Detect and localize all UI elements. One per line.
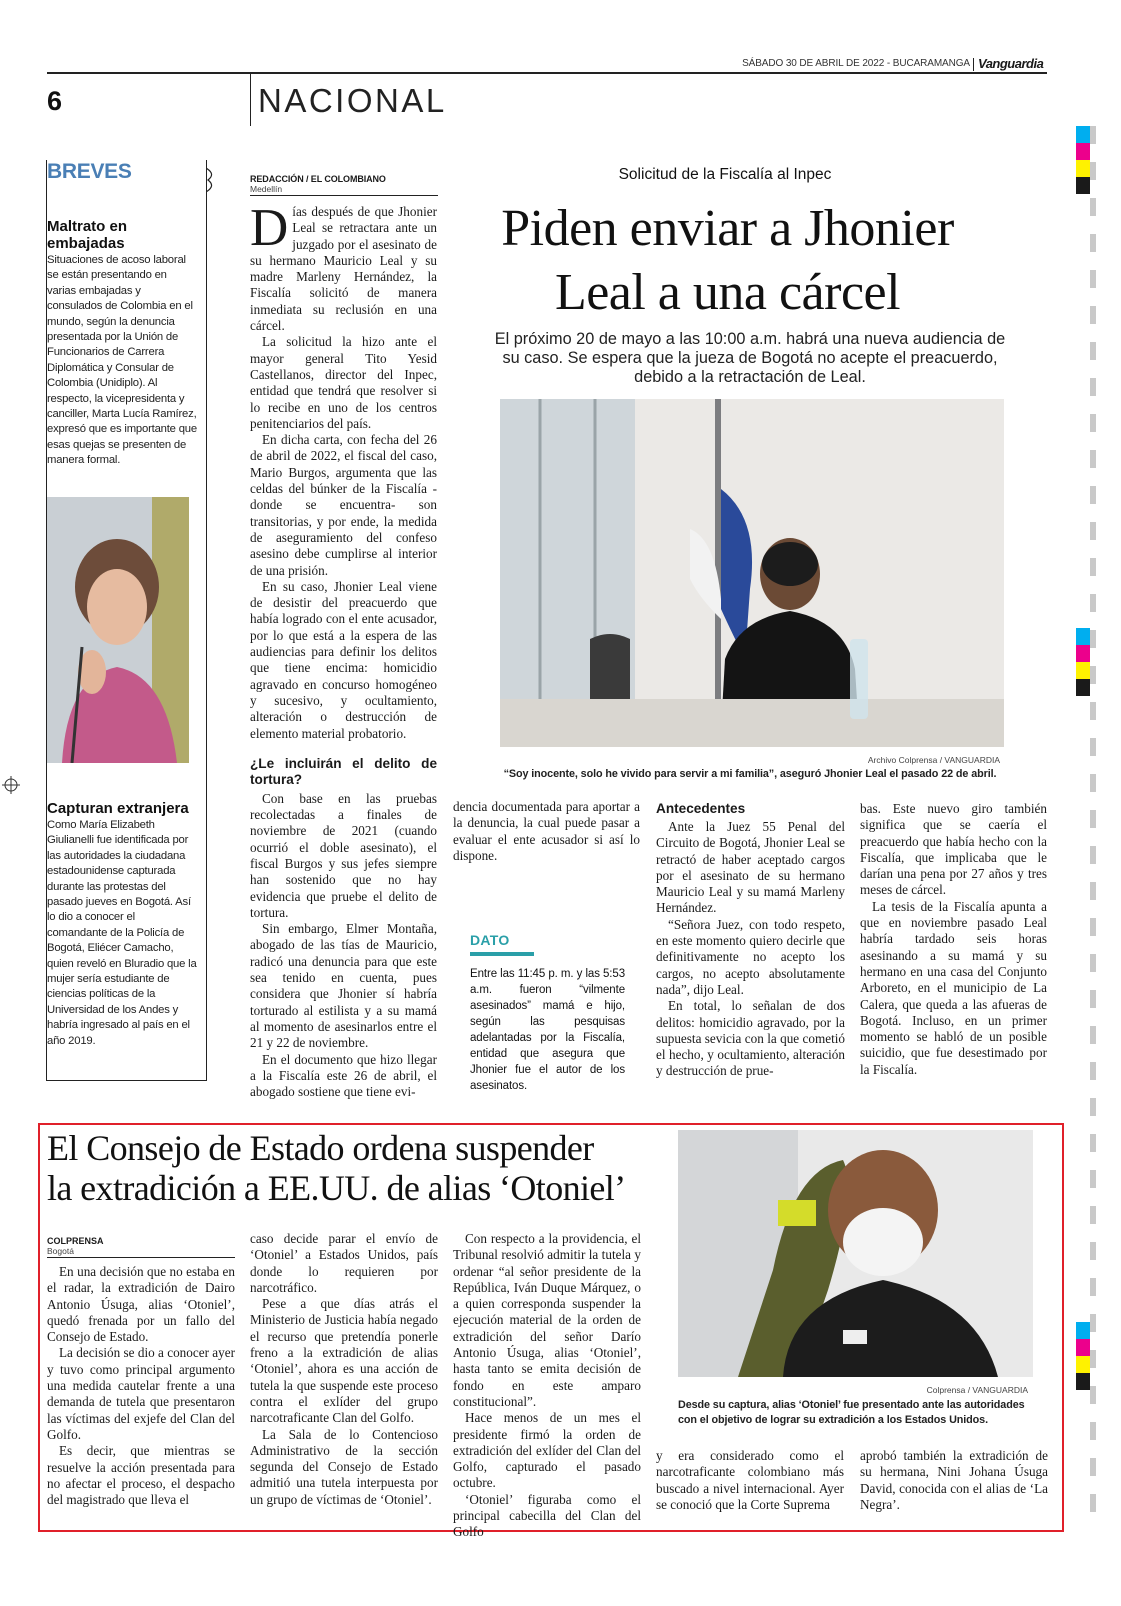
- color-registration-bar: [1076, 1322, 1090, 1390]
- section-title: NACIONAL: [258, 82, 447, 119]
- brief-text: Como María Elizabeth Giulianelli fue identificada por las autoridades la ciudadana estadounidense capturada durante las protestas del pasado jueves en Bogotá. Así lo dio a conocer el comandante de la Policía de Bogotá, Eliécer Camacho, quien reveló en Bluradio que la mujer sería estudiante de ciencias políticas de la Universidad de los Andes y habría ingresado al país en el año 2019.: [47, 819, 197, 1047]
- paragraph: La decisión se dio a conocer ayer y tuvo como principal argumento una medida cautelar frente a una demanda de tutela que presentaron las víctimas del exjefe del Clan del Golfo.: [47, 1345, 235, 1442]
- dropcap: D: [250, 199, 289, 257]
- story-column: [656, 801, 845, 1080]
- brief-title: Capturan extranjera: [47, 800, 189, 817]
- byline: REDACCIÓN / EL COLOMBIANO: [250, 174, 386, 184]
- brief-title: Maltrato en embajadas: [47, 218, 128, 252]
- otoniel-photo: [678, 1130, 1033, 1377]
- chevron-right-icon: [206, 168, 220, 192]
- paragraph: “Señora Juez, con todo respeto, en este momento quiero decirle que definitivamente no acepto los cargos, no acepto absolutamente nada”, dijo Leal.: [656, 916, 845, 997]
- story-column: [860, 801, 1047, 1078]
- crosshair-icon: [2, 776, 20, 794]
- byline-rule: [250, 195, 438, 196]
- story-headline: [47, 1128, 667, 1208]
- kicker: Solicitud de la Fiscalía al Inpec: [618, 166, 832, 183]
- subhead: ¿Le incluirán el delito de tortura?: [250, 755, 437, 787]
- deck: El próximo 20 de mayo a las 10:00 a.m. habrá una nueva audiencia de su caso. Se espera que la jueza de Bogotá no acepte el preacuerdo, debido a la retractación de Leal.: [494, 330, 1006, 386]
- header-rule: [47, 72, 1047, 74]
- brief-photo-woman: [47, 497, 189, 763]
- subhead: Antecedentes: [656, 801, 746, 816]
- byline-location: Bogotá: [47, 1246, 74, 1256]
- brand-logo: Vanguardia: [978, 56, 1044, 71]
- paragraph: caso decide parar el envío de ‘Otoniel’ a Estados Unidos, país donde lo requieren por narcotráfico.: [250, 1231, 438, 1295]
- paragraph: ‘Otoniel’ figuraba como el principal cabecilla del Clan del Golfo: [453, 1491, 641, 1540]
- paragraph: En su caso, Jhonier Leal viene de desistir del preacuerdo que había logrado con el ente acusador, por lo que está a la espera de las audiencias para definir los delitos que tiene encima: homicidio agravado en concurso homogéneo y sucesivo, y ocultamiento, alteración o destrucción de elemento material probatorio.: [250, 578, 437, 741]
- byline-rule: [47, 1257, 235, 1258]
- paragraph: Con base en las pruebas recolectadas a finales de noviembre de 2021 (cuando ocurrió el doble asesinato), el fiscal Burgos y sus jefes siempre han sostenido que no hay evidencia que pruebe el delito de tortura.: [250, 790, 437, 920]
- color-registration-bar: [1076, 628, 1090, 696]
- paragraph: bas. Este nuevo giro también significa que se caería el preacuerdo que había hecho con la Fiscalía, que implicaba que le darían una pena por 27 años y tres meses de cárcel.: [860, 801, 1047, 898]
- story-column: [250, 1231, 438, 1508]
- paragraph: En total, lo señalan de dos delitos: homicidio agravado, por la supuesta sevicia con la que cometió el hecho, y ocultamiento, alteración y destrucción de prue-: [656, 998, 845, 1079]
- story-column: [47, 1264, 235, 1508]
- photo-caption: Desde su captura, alias ‘Otoniel’ fue presentado ante las autoridades con el objetivo de lograr su extradición a los Estados Unidos.: [678, 1399, 1025, 1426]
- dato-rule: [470, 952, 534, 956]
- headline: [455, 197, 1000, 325]
- section-divider: [250, 74, 251, 126]
- byline-location: Medellín: [250, 184, 283, 194]
- paragraph: aprobó también la extradición de su hermana, Nini Johana Úsuga David, conocida con el alias de ‘La Negra’.: [860, 1448, 1048, 1512]
- story-column: [453, 799, 640, 864]
- headline-line: Piden enviar a Jhonier: [501, 200, 954, 257]
- headline-line: Leal a una cárcel: [554, 264, 901, 321]
- dato-label: DATO: [470, 932, 510, 948]
- photo-credit: Archivo Colprensa / VANGUARDIA: [867, 755, 1000, 765]
- paragraph: La tesis de la Fiscalía apunta a que en noviembre pasado Leal habría tardado seis horas asesinando a su mamá y su hermano en una casa del Conjunto Arboreto, en el municipio de La Calera, que queda a las afueras de Bogotá. Incluso, en un primer momento se habló de un posible suicidio, que fue desestimado por la Fiscalía.: [860, 898, 1047, 1077]
- headline-line: El Consejo de Estado ordena suspender: [47, 1128, 594, 1168]
- breves-label: BREVES: [47, 160, 132, 183]
- paragraph: y era considerado como el narcotraficante colombiano más buscado a nivel internacional. Ayer se conoció que la Corte Suprema: [656, 1448, 844, 1512]
- story-column: [860, 1448, 1048, 1513]
- story-column: [453, 1231, 641, 1541]
- header-separator: [973, 58, 974, 71]
- story-column: [656, 1448, 844, 1513]
- byline: COLPRENSA: [47, 1236, 104, 1246]
- color-registration-bar: [1076, 126, 1090, 194]
- paragraph: Pese a que días atrás el Ministerio de Justicia había negado el recurso que pretendía ponerle freno a la extradición de alias ‘Otoniel’, ahora es una acción de tutela la que suspende este proceso contra el exlíder del grupo narcotraficante Clan del Golfo.: [250, 1296, 438, 1426]
- paragraph: La solicitud la hizo ante el mayor general Tito Yesid Castellanos, director del Inpec, entidad que tendrá que resolver si lo recibe en uno de los centros penitenciarios del país.: [250, 334, 437, 431]
- paragraph: Es decir, que mientras se resuelve la acción presentada para no afectar el proceso, el despacho del magistrado que lleva el: [47, 1443, 235, 1508]
- registration-strip: [1090, 126, 1096, 1526]
- page-number: 6: [47, 86, 63, 116]
- paragraph: La Sala de lo Contencioso Administrativo de la sección segunda del Consejo de Estado admitió una tutela interpuesta por un grupo de víctimas de ‘Otoniel’.: [250, 1426, 438, 1507]
- paragraph: Hace menos de un mes el presidente firmó la orden de extradición del exlíder del Clan del Golfo, capturado el pasado octubre.: [453, 1410, 641, 1491]
- headline-line: la extradición a EE.UU. de alias ‘Otoniel’: [47, 1168, 626, 1208]
- jhonier-photo: [500, 399, 1004, 747]
- breves-column-rule-right: [206, 160, 207, 1080]
- dato-text: Entre las 11:45 p. m. y las 5:53 a.m. fueron “vilmente asesinados” mamá e hijo, según las pesquisas adelantadas por la Fiscalía, entidad que asegura que Jhonier fue el autor de los asesinatos.: [470, 968, 625, 1092]
- paragraph: dencia documentada para aportar a la denuncia, la cual puede pasar a evaluar el ente acusador si así lo dispone.: [453, 799, 640, 863]
- story-column: [250, 199, 437, 1100]
- brief-text: Situaciones de acoso laboral se están presentando en varias embajadas y consulados de Colombia en el mundo, según la denuncia presentada por la Unión de Funcionarios de Carrera Diplomática y Consular de Colombia (Unidiplo). Al respecto, la vicepresidenta y canciller, Marta Lucía Ramírez, expresó que es importante que esas quejas se presenten de manera formal.: [47, 254, 197, 467]
- photo-caption: “Soy inocente, solo he vivido para servir a mi familia”, aseguró Jhonier Leal el pasado 22 de abril.: [503, 768, 997, 780]
- paragraph: En dicha carta, con fecha del 26 de abril de 2022, el fiscal del caso, Mario Burgos, argumenta que las celdas del búnker de la Fiscalía -donde se encuentra- son transitorias, y por ende, la medida de aseguramiento del confeso asesino debe cumplirse al interior de una prisión.: [250, 432, 437, 578]
- paragraph: Ante la Juez 55 Penal del Circuito de Bogotá, Jhonier Leal se retractó de haber aceptado cargos por el asesinato de su hermano Mauricio Leal y su mamá Marleny Hernández.: [656, 819, 845, 916]
- paragraph: En el documento que hizo llegar a la Fiscalía este 26 de abril, el abogado sostiene que tiene evi-: [250, 1051, 437, 1100]
- breves-bottom-rule: [46, 1080, 207, 1081]
- paragraph: Con respecto a la providencia, el Tribunal resolvió admitir la tutela y ordenar “al señor presidente de la República, Iván Duque Márquez, o a quien corresponda suspender la ejecución material de la orden de extradición del señor Darío Antonio Úsuga, alias ‘Otoniel’, hasta tanto se emita decisión de fondo en este amparo constitucional”.: [453, 1231, 641, 1409]
- paragraph: ías después de que Jhonier Leal se retractara ante un juzgado por el asesinato de su hermano Mauricio Leal y su madre Marleny Hernández, la Fiscalía solicitó de manera inmediata su reclusión en una cárcel.: [250, 204, 437, 334]
- photo-credit: Colprensa / VANGUARDIA: [926, 1385, 1028, 1395]
- paragraph: En una decisión que no estaba en el radar, la extradición de Dairo Antonio Úsuga, alias ‘Otoniel’, quedó frenada por un fallo del Consejo de Estado.: [47, 1264, 235, 1345]
- paragraph: Sin embargo, Elmer Montaña, abogado de las tías de Mauricio, radicó una denuncia para que este sea tenido en cuenta, pues considera que Jhonier sí habría torturado al estilista y a su mamá al momento de asesinarlos entre el 21 y 22 de noviembre.: [250, 921, 437, 1051]
- header-date-line: SÁBADO 30 DE ABRIL DE 2022 - BUCARAMANGA: [742, 58, 970, 69]
